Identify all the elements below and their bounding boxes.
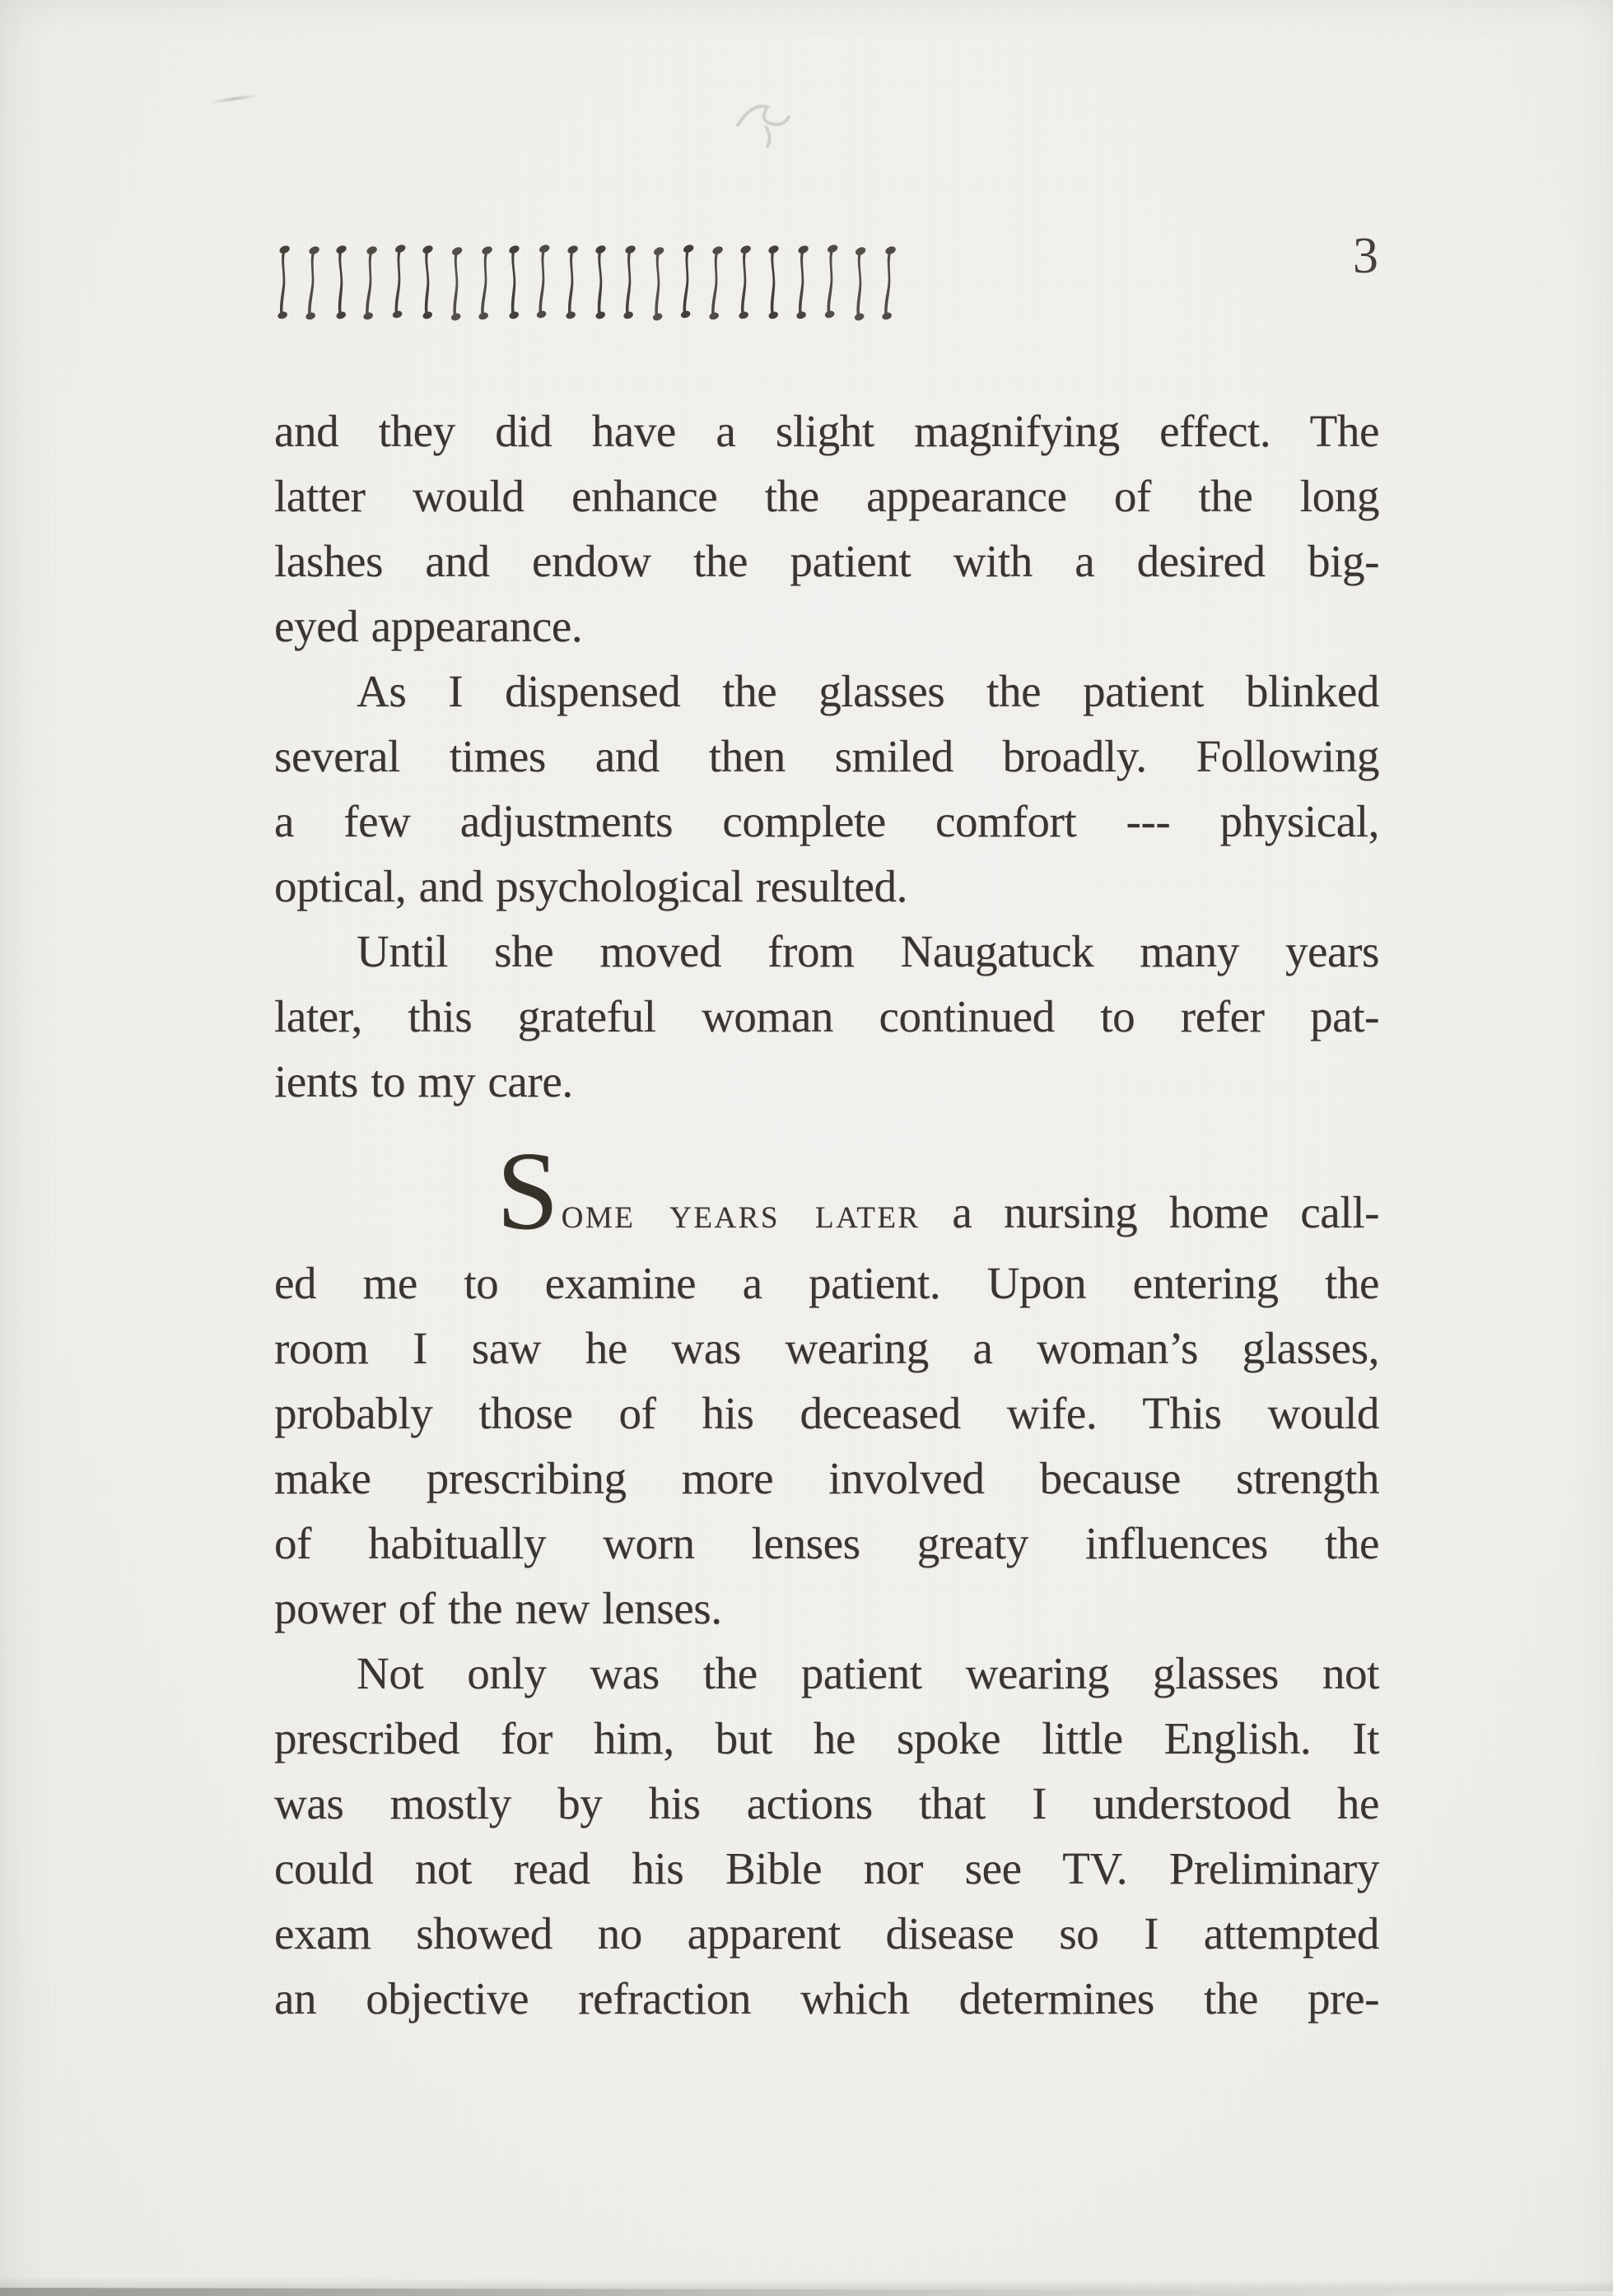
text-line: exam showed no apparent disease so I attempted — [274, 1908, 1379, 1958]
ornament-row — [276, 244, 910, 323]
text-line: eyed appearance. — [274, 601, 583, 651]
text-line: Not only was the patient wearing glasses not — [357, 1648, 1379, 1698]
text-line: later, this grateful woman continued to refer pat- — [274, 991, 1379, 1041]
text-line: was mostly by his actions that I understood he — [274, 1778, 1379, 1828]
baluster-ornament-icon — [650, 245, 666, 324]
baluster-ornament-icon — [477, 245, 494, 323]
page-number: 3 — [1353, 228, 1379, 284]
small-caps-phrase: OME YEARS LATER — [561, 1201, 921, 1235]
paragraph — [274, 1641, 1379, 2031]
text-line: and they did have a slight magnifying effect. The — [274, 406, 1379, 456]
page-header — [274, 228, 1379, 331]
baluster-ornament-icon — [737, 244, 753, 322]
page-bottom-edge — [0, 2288, 1613, 2296]
text-line: optical, and psychological resulted. — [274, 861, 908, 911]
text-line: probably those of his deceased wife. This would — [274, 1388, 1379, 1438]
baluster-ornament-icon — [419, 244, 437, 322]
text-line: room I saw he was wearing a woman’s glasses, — [274, 1323, 1379, 1373]
scan-artifact-squiggle — [723, 82, 805, 156]
text-line: ients to my care. — [274, 1056, 573, 1106]
lead-line-text: a nursing home call- — [952, 1187, 1379, 1237]
baluster-ornament-icon — [678, 243, 695, 321]
baluster-ornament-icon — [765, 244, 783, 322]
paragraph — [274, 398, 1379, 659]
text-line: lashes and endow the patient with a desired big- — [274, 536, 1379, 586]
text-line: power of the new lenses. — [274, 1583, 722, 1633]
paragraph — [274, 919, 1379, 1114]
baluster-ornament-icon — [564, 244, 580, 322]
text-line: several times and then smiled broadly. Following — [274, 731, 1379, 781]
paragraph — [274, 659, 1379, 919]
text-line: ed me to examine a patient. Upon entering the — [274, 1258, 1379, 1308]
text-line: prescribed for him, but he spoke little English. It — [274, 1713, 1379, 1763]
text-line: latter would enhance the appearance of the long — [274, 471, 1379, 521]
baluster-ornament-icon — [534, 243, 551, 321]
text-line: could not read his Bible nor see TV. Preliminary — [274, 1843, 1379, 1893]
text-line: of habitually worn lenses greaty influences the — [274, 1518, 1379, 1568]
text-line: a few adjustments complete comfort --- physical, — [274, 796, 1379, 846]
section-opening-paragraph — [274, 1129, 1379, 1641]
section-initial-dropcap: S — [496, 1129, 562, 1253]
text-line: Until she moved from Naugatuck many years — [357, 926, 1379, 976]
baluster-ornament-icon — [390, 243, 407, 321]
baluster-ornament-icon — [823, 243, 839, 321]
baluster-ornament-icon — [506, 244, 524, 322]
section-lead-line — [274, 1129, 1379, 1253]
text-block — [274, 398, 1379, 2031]
baluster-ornament-icon — [592, 244, 610, 322]
baluster-ornament-icon — [448, 245, 464, 324]
baluster-ornament-icon — [707, 245, 725, 323]
baluster-ornament-icon — [851, 245, 868, 324]
baluster-ornament-icon — [333, 244, 351, 322]
baluster-ornament-icon — [361, 245, 379, 323]
scan-artifact-scratch — [210, 94, 259, 104]
text-line: make prescribing more involved because strength — [274, 1453, 1379, 1503]
baluster-ornament-icon — [880, 245, 897, 323]
baluster-ornament-icon — [304, 245, 321, 323]
text-line: As I dispensed the glasses the patient blinked — [357, 666, 1379, 716]
baluster-ornament-icon — [622, 244, 637, 322]
baluster-ornament-icon — [795, 244, 810, 322]
baluster-ornament-icon — [276, 244, 291, 322]
text-line: an objective refraction which determines the pre- — [274, 1973, 1379, 2024]
